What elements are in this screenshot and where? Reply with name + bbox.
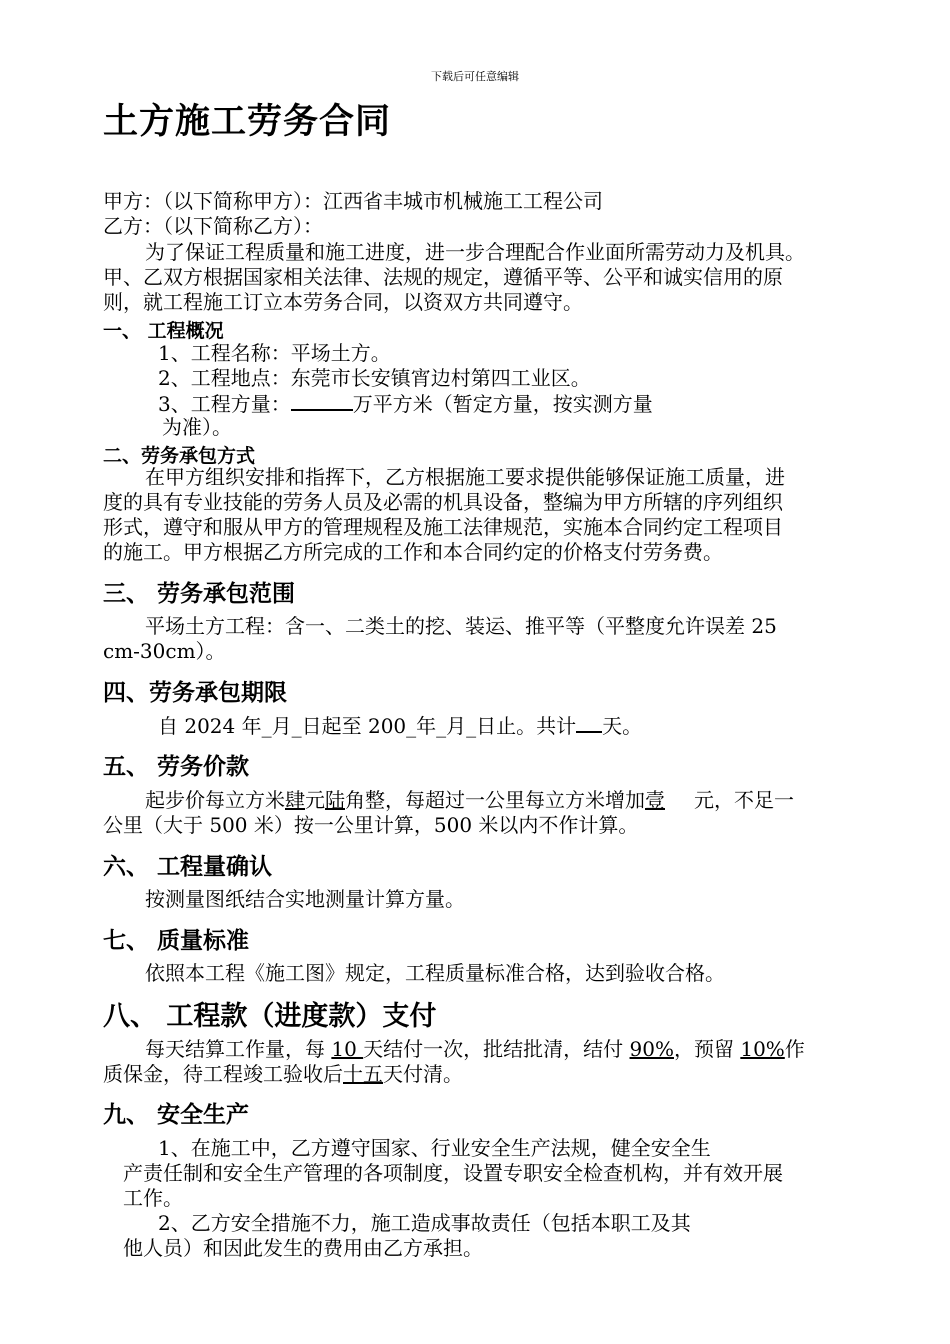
s5-yuan-label: 元 [305, 788, 325, 812]
section-2-heading: 二、劳务承包方式 [103, 445, 256, 467]
s1-item-3-unit: 万平方米（暂定方量，按实测方量 [352, 392, 653, 416]
price-yuan-value: 肆 [285, 788, 305, 812]
payment-percent-value: 90% [629, 1037, 674, 1061]
document-title: 土方施工劳务合同 [103, 101, 392, 142]
s8-text-e: 质保金，待工程竣工验收后 [103, 1062, 343, 1086]
s2-line-2: 度的具有专业技能的劳务人员及必需的机具设备，整编为甲方所辖的序列组织 [103, 490, 783, 514]
section-3-heading: 三、 劳务承包范围 [103, 580, 296, 607]
section-5-heading: 五、 劳务价款 [103, 753, 250, 780]
s4-term-text: 自 2024 年_月_日起至 200_年_月_日止。共计 [158, 714, 577, 738]
s8-text-b: 天结付一次，批结批清，结付 [363, 1037, 630, 1061]
s8-text-f: 天付清。 [383, 1062, 463, 1086]
s1-item-3 [158, 391, 653, 417]
s1-item-1: 1、工程名称：平场土方。 [158, 341, 391, 365]
s5-price-line [145, 788, 794, 813]
retention-percent-value: 10% [740, 1037, 785, 1061]
s1-item-3-label: 3、工程方量： [158, 392, 291, 416]
s2-line-1: 在甲方组织安排和指挥下，乙方根据施工要求提供能够保证施工质量，进 [145, 465, 785, 489]
s5-price-prefix: 起步价每立方米 [145, 788, 285, 812]
volume-blank [291, 391, 353, 411]
s8-text-a: 每天结算工作量，每 [145, 1037, 332, 1061]
intro-line-1: 为了保证工程质量和施工进度，进一步合理配合作业面所需劳动力及机具。 [145, 240, 805, 264]
s8-text-d: 作 [784, 1037, 805, 1061]
s8-text-c: ，预留 [673, 1037, 741, 1061]
s9-p1-line-1: 1、在施工中，乙方遵守国家、行业安全生产法规，健全安全生 [158, 1136, 711, 1160]
s7-text: 依照本工程《施工图》规定，工程质量标准合格，达到验收合格。 [145, 961, 725, 985]
s9-p1-line-3: 工作。 [123, 1186, 183, 1210]
days-blank [576, 713, 602, 733]
intro-line-2: 甲、乙双方根据国家相关法律、法规的规定，遵循平等、公平和诚实信用的原 [103, 265, 783, 289]
s1-item-2: 2、工程地点：东莞市长安镇宵边村第四工业区。 [158, 366, 591, 390]
section-1-heading: 一、 工程概况 [103, 320, 224, 342]
s5-line-2: 公里（大于 500 米）按一公里计算，500 米以内不作计算。 [103, 813, 639, 837]
settlement-days-value: 10 [331, 1037, 364, 1061]
intro-line-3: 则，就工程施工订立本劳务合同，以资双方共同遵守。 [103, 290, 583, 314]
section-9-heading: 九、 安全生产 [103, 1101, 250, 1128]
s3-line-1: 平场土方工程：含一、二类土的挖、装运、推平等（平整度允许误差 25 [145, 614, 777, 638]
party-a-line: 甲方：（以下简称甲方）：江西省丰城市机械施工工程公司 [103, 189, 603, 213]
s4-term-unit: 天。 [602, 714, 643, 738]
section-4-heading: 四、劳务承包期限 [103, 679, 287, 706]
section-8-heading: 八、 工程款（进度款）支付 [103, 1001, 437, 1032]
section-6-heading: 六、 工程量确认 [103, 853, 273, 880]
page-header-note: 下载后可任意编辑 [431, 70, 519, 83]
price-increment-value: 壹 [645, 788, 665, 812]
s1-item-3-continued: 为准）。 [162, 415, 232, 439]
s2-line-3: 形式，遵守和服从甲方的管理规程及施工法律规范，实施本合同约定工程项目 [103, 515, 783, 539]
final-payment-days-value: 十五 [343, 1062, 383, 1086]
s2-line-4: 的施工。甲方根据乙方所完成的工作和本合同约定的价格支付劳务费。 [103, 540, 723, 564]
s5-price-suffix: 元，不足一 [694, 788, 794, 812]
s3-line-2: cm-30cm）。 [103, 639, 226, 663]
party-b-line: 乙方：（以下简称乙方）： [103, 214, 323, 238]
s9-p1-line-2: 产责任制和安全生产管理的各项制度，设置专职安全检查机构，并有效开展 [123, 1161, 783, 1185]
s6-text: 按测量图纸结合实地测量计算方量。 [145, 887, 465, 911]
s8-payment-line [145, 1037, 805, 1062]
s4-term-line [158, 713, 642, 739]
section-7-heading: 七、 质量标准 [103, 927, 250, 954]
s8-line-2 [103, 1062, 463, 1087]
price-jiao-value: 陆 [325, 788, 345, 812]
s9-p2-line-1: 2、乙方安全措施不力，施工造成事故责任（包括本职工及其 [158, 1211, 691, 1235]
s5-price-mid: 角整，每超过一公里每立方米增加 [345, 788, 645, 812]
s9-p2-line-2: 他人员）和因此发生的费用由乙方承担。 [123, 1236, 483, 1260]
